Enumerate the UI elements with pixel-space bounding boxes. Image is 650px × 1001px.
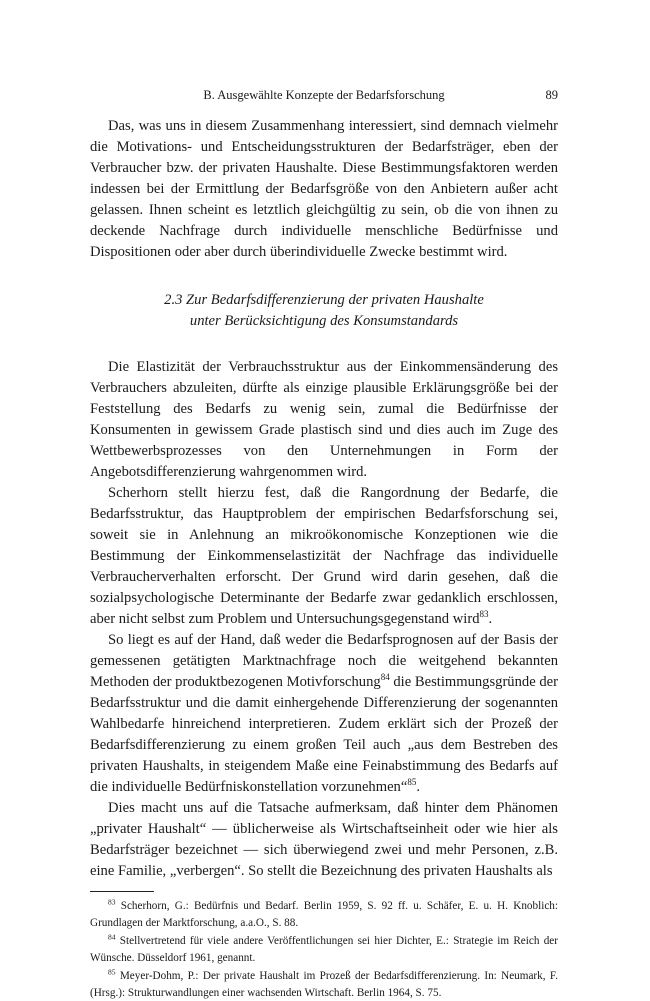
paragraph-2: Die Elastizität der Verbrauchsstruktur aus der Einkommensänderung des Verbrauchers abzuleiten, dürfte als einzige plausible Erklärungsgröße bei der Feststellung des Bedarfs zu wenig sein, zumal die Bedürfnisse der Konsumenten in gewissem Grade plastisch sind und dies auch im Zuge des Wettbewerbsprozesses von den Unternehmungen in Form der Angebotsdifferenzierung wahrgenommen wird. <box>90 359 558 480</box>
running-head <box>90 88 558 110</box>
footnote-ref-83: 83 <box>479 609 489 620</box>
paragraph-4-text-b: die Bestimmungsgründe der Bedarfsstruktur und die damit einhergehende Differenzierung der sogenannten Wahlbedarfe hinreichend interpretieren. Zudem erklärt sich der Prozeß der Bedarfsdifferenzierung zu einem großen Teil auch „aus dem Bestreben des privaten Haushalts, in steigendem Maße eine Feinabstimmung des Bedarfs auf die individuelle Bedürfniskonstellation vorzunehmen“ <box>90 674 558 795</box>
paragraph-4-text-a: So liegt es auf der Hand, daß weder die Bedarfsprognosen auf der Basis der gemessenen getätigten Marktnachfrage noch die weitgehend bekannten Methoden der produktbezogenen Motivforschung <box>90 632 558 690</box>
paragraph-3 <box>90 483 558 630</box>
footnote-text: Stellvertretend für viele andere Veröffentlichungen sei hier Dichter, E.: Strategie im Reich der Wünsche. Düsseldorf 1961, genannt. <box>90 935 558 964</box>
section-heading-line-1: 2.3 Zur Bedarfsdifferenzierung der privaten Haushalte <box>164 292 484 308</box>
footnote-number: 84 <box>108 932 116 942</box>
footnote-ref-84: 84 <box>380 672 390 683</box>
book-page <box>90 88 558 1001</box>
running-head-title: B. Ausgewählte Konzepte der Bedarfsforschung <box>203 88 445 102</box>
footnote-separator <box>90 891 154 892</box>
page-number: 89 <box>545 88 558 102</box>
footnote-number: 85 <box>108 967 116 977</box>
footnote-83 <box>90 898 558 931</box>
paragraph-4 <box>90 630 558 798</box>
footnote-84 <box>90 933 558 966</box>
paragraph-1: Das, was uns in diesem Zusammenhang interessiert, sind demnach vielmehr die Motivations- und Entscheidungsstrukturen der Bedarfsträger, eben der Verbraucher bzw. der privaten Haushalte. Diese Bestimmungsfaktoren werden indessen bei der Ermittlung der Bedarfsgröße von den Anbietern außer acht gelassen. Ihnen scheint es letztlich gleichgültig zu sein, ob die von ihnen zu deckende Nachfrage durch individuelle menschliche Bedürfnisse und Dispositionen oder aber durch überindividuelle Zwecke bestimmt wird. <box>90 118 558 260</box>
paragraph-5: Dies macht uns auf die Tatsache aufmerksam, daß hinter dem Phänomen „privater Haushalt“ — üblicherweise als Wirtschaftseinheit oder wie hier als Bedarfsträger bezeichnet — sich überwiegend zwei und mehr Personen, z.B. eine Familie, „verbergen“. So stellt die Bezeichnung des privaten Haushalts als <box>90 800 558 879</box>
footnote-ref-85: 85 <box>407 777 417 788</box>
paragraph-3-end: . <box>488 611 493 627</box>
footnote-number: 83 <box>108 897 116 907</box>
footnote-text: Scherhorn, G.: Bedürfnis und Bedarf. Berlin 1959, S. 92 ff. u. Schäfer, E. u. H. Knoblich: Grundlagen der Marktforschung, a.a.O., S. 88. <box>90 900 558 929</box>
section-heading <box>90 290 558 332</box>
paragraph-4-end: . <box>416 779 420 795</box>
paragraph-3-text: Scherhorn stellt hierzu fest, daß die Rangordnung der Bedarfe, die Bedarfsstruktur, das Hauptproblem der empirischen Bedarfsforschung sei, soweit sie in Anlehnung an mikroökonomische Konzeptionen wie die Bestimmung der Einkommenselastizität der Nachfrage das individuelle Verbraucherverhalten erforscht. Der Grund wird darin gesehen, daß die sozialpsychologische Determinante der Bedarfe zwar gedanklich erschlossen, aber nicht selbst zum Problem und Untersuchungsgegenstand wird <box>90 485 558 627</box>
footnote-text: Meyer-Dohm, P.: Der private Haushalt im Prozeß der Bedarfsdifferenzierung. In: Neumark, F. (Hrsg.): Strukturwandlungen einer wachsenden Wirtschaft. Berlin 1964, S. 75. <box>90 970 558 999</box>
section-heading-line-2: unter Berücksichtigung des Konsumstandards <box>189 313 459 329</box>
